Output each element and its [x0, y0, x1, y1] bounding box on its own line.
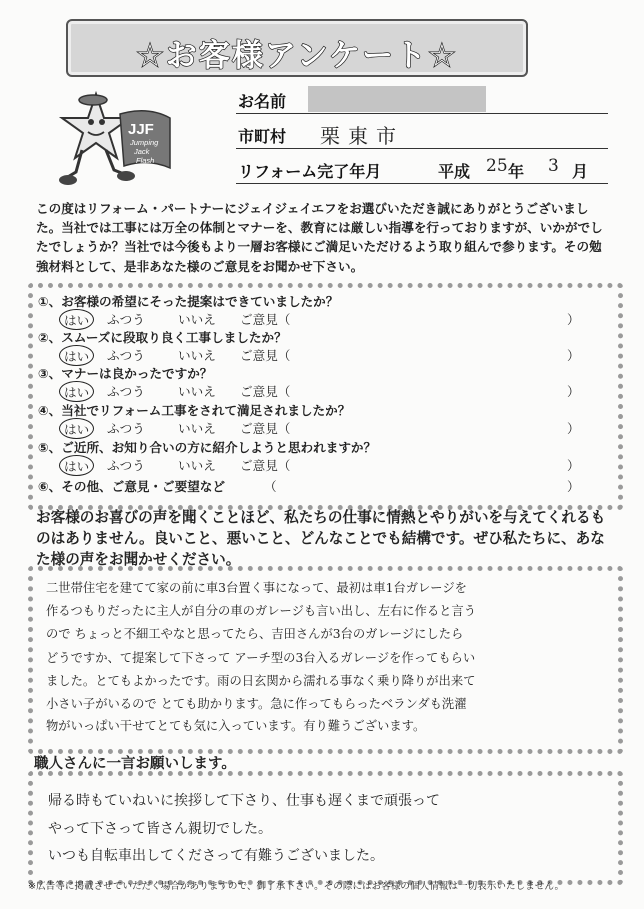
completion-underline — [236, 183, 608, 184]
year-value: 25 — [486, 156, 508, 176]
craftsman-line-3: いつも自転車出してくださって有難うございました。 — [48, 848, 384, 864]
comment-line-3: ので ちょっと不細工やなと思ってたら、吉田さんが3台のガレージにしたら — [46, 627, 464, 641]
footer-note: ※広告等に掲載させていただく場合がありますので、御了承下さい。その際にはお客様の個人情報は一切表示いたしません。 — [28, 881, 565, 892]
answer-yes-circled[interactable]: はい — [59, 345, 94, 366]
answer-row-3 — [0, 381, 644, 399]
title-banner — [66, 19, 528, 77]
answer-yes-circled[interactable]: はい — [59, 309, 94, 330]
question-4: ④、当社でリフォーム工事をされて満足されましたか？ — [38, 403, 351, 418]
question-1: ①、お客様の希望にそった提案はできていましたか？ — [38, 294, 339, 309]
answer-opinion-close: ） — [567, 312, 580, 327]
mascot-brand-line1: Jumping — [130, 138, 159, 147]
answer-opinion[interactable]: ご意見（ — [240, 384, 291, 399]
answer-neutral[interactable]: ふつう — [107, 421, 145, 436]
answer-opinion[interactable]: ご意見（ — [240, 348, 291, 363]
answer-opinion-close: ） — [567, 421, 580, 436]
name-redaction — [308, 86, 486, 112]
month-unit: 月 — [572, 162, 589, 181]
city-value: 栗東市 — [320, 124, 404, 148]
question-6: ⑥、その他、ご意見・ご要望など — [38, 479, 225, 494]
answer-no[interactable]: いいえ — [178, 384, 216, 399]
craftsman-line-1: 帰る時もていねいに挨拶して下さり、仕事も遅くまで頑張って — [48, 793, 440, 809]
completion-label: リフォーム完了年月 — [238, 162, 382, 181]
answer-neutral[interactable]: ふつう — [107, 348, 145, 363]
jjf-mascot-logo — [58, 88, 218, 192]
voice-prompt: お客様のお喜びの声を聞くことほど、私たちの仕事に情熱とやりがいを与えてくれるものはありません。良いこと、悪いこと、どんなことでも結構です。ぜひ私たちに、あなた様の声をお聞かせください。 — [36, 509, 606, 568]
craftsman-line-2: やって下さって皆さん親切でした。 — [48, 821, 272, 837]
answer-row-1 — [0, 309, 644, 327]
answer-neutral[interactable]: ふつう — [107, 384, 145, 399]
question-6-row — [0, 476, 644, 494]
mascot-brand-line3: Flash — [136, 156, 155, 165]
name-underline — [236, 113, 608, 114]
question-2: ②、スムーズに段取り良く工事しましたか？ — [38, 330, 287, 345]
answer-yes-circled[interactable]: はい — [59, 455, 94, 476]
answer-row-5 — [0, 455, 644, 473]
comment-line-1: 二世帯住宅を建てて家の前に車3台置く事になって、最初は車1台ガレージを — [46, 581, 467, 595]
comment-line-2: 作るつもりだったに主人が自分の車のガレージも言い出し、左右に作ると言う — [46, 604, 477, 618]
question-5: ⑤、ご近所、お知り合いの方に紹介しようと思われますか？ — [38, 440, 377, 455]
city-underline — [236, 148, 608, 149]
answer-opinion[interactable]: ご意見（ — [240, 458, 291, 473]
answer-row-4 — [0, 418, 644, 436]
comment-line-5: ました。とてもよかったです。雨の日玄関から濡れる事なく乗り降りが出来て — [46, 674, 476, 688]
question-6-open: （ — [264, 479, 277, 494]
year-unit: 年 — [508, 162, 525, 181]
answer-opinion-close: ） — [567, 384, 580, 399]
comment-line-7: 物がいっぱい干せてとても気に入っています。有り難うございます。 — [46, 719, 426, 733]
answer-yes-circled[interactable]: はい — [59, 418, 94, 439]
comment-line-6: 小さい子がいるので とても助かります。急に作ってもらったベランダも洗濯 — [46, 697, 467, 711]
question-3: ③、マナーは良かったですか？ — [38, 366, 213, 381]
craftsman-heading: 職人さんに一言お願いします。 — [34, 756, 236, 772]
answer-opinion-close: ） — [567, 348, 580, 363]
answer-no[interactable]: いいえ — [178, 421, 216, 436]
answer-yes-circled[interactable]: はい — [59, 381, 94, 402]
era-label: 平成 — [438, 162, 471, 181]
answer-neutral[interactable]: ふつう — [107, 312, 145, 327]
month-value: 3 — [548, 156, 559, 176]
answer-no[interactable]: いいえ — [178, 458, 216, 473]
answer-no[interactable]: いいえ — [178, 312, 216, 327]
answer-opinion[interactable]: ご意見（ — [240, 312, 291, 327]
answer-no[interactable]: いいえ — [178, 348, 216, 363]
name-label: お名前 — [238, 92, 287, 111]
answer-neutral[interactable]: ふつう — [107, 458, 145, 473]
comment-line-4: どうですか、て提案して下さって アーチ型の3台入るガレージを作ってもらい — [46, 651, 476, 665]
jjf-flag — [120, 111, 170, 168]
answer-row-2 — [0, 345, 644, 363]
intro-paragraph: この度はリフォーム・パートナーにジェイジェイエフをお選びいただき誠にありがとうございました。当社では工事には万全の体制とマナーを、教育には厳しい指導を行っておりますが、いかがでしたでしょうか？当社では今後もより一層お客様にご満足いただけるよう取り組んで参ります。その勉強材料として、是非あなた様のご意見をお聞かせ下さい。 — [36, 201, 603, 274]
answer-opinion-close: ） — [567, 458, 580, 473]
answer-opinion[interactable]: ご意見（ — [240, 421, 291, 436]
city-label: 市町村 — [238, 127, 287, 146]
mascot-brand: JJF — [128, 121, 154, 138]
question-6-close: ） — [567, 479, 580, 494]
mascot-brand-line2: Jack — [134, 147, 150, 156]
page-title: ☆お客様アンケート☆ — [136, 38, 458, 74]
